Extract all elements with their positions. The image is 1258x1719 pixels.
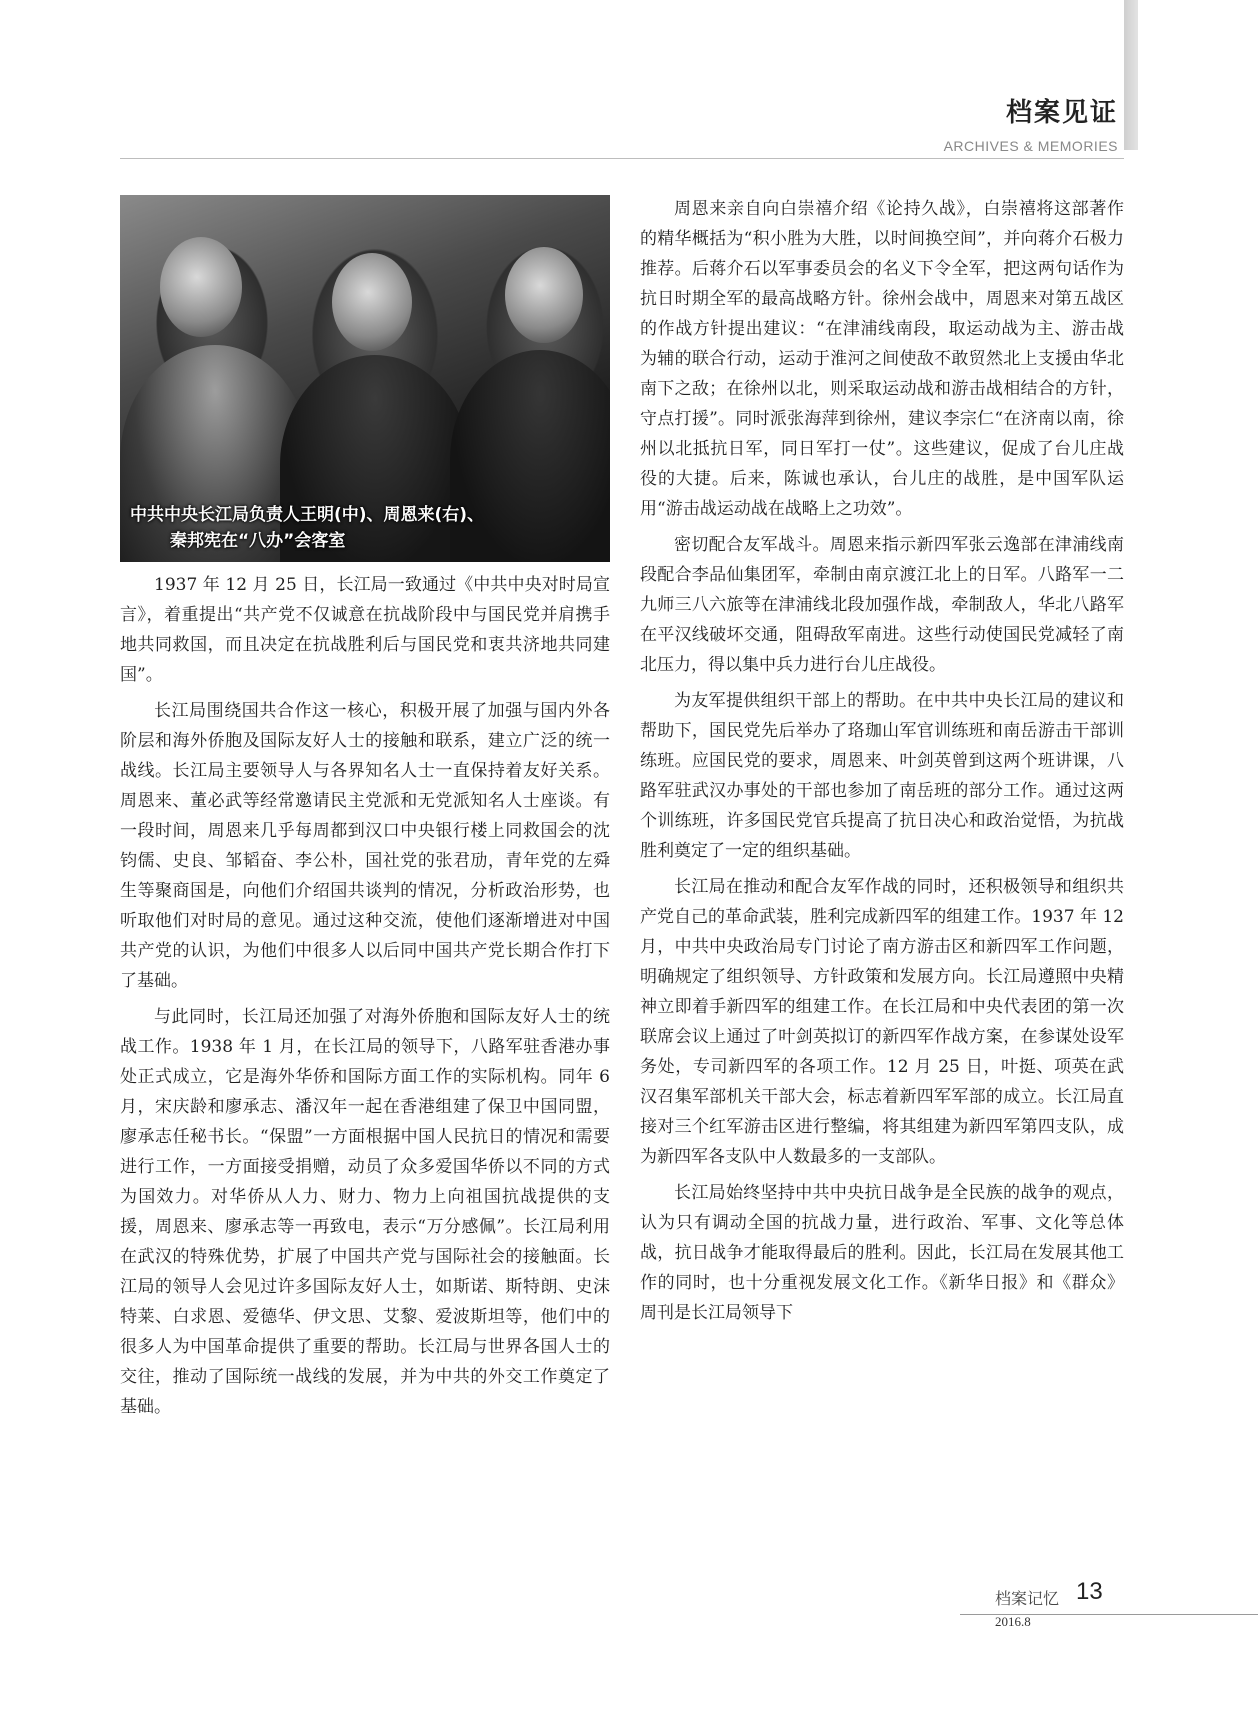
paragraph: 长江局围绕国共合作这一核心，积极开展了加强与国内外各阶层和海外侨胞及国际友好人士的接触和联系，建立广泛的统一战线。长江局主要领导人与各界知名人士一直保持着友好关系。周恩来、董必武等经常邀请民主党派和无党派知名人士座谈。有一段时间，周恩来几乎每周都到汉口中央银行楼上同救国会的沈钧儒、史良、邹韬奋、李公朴，国社党的张君劢，青年党的左舜生等聚商国是，向他们介绍国共谈判的情况，分析政治形势，也听取他们对时局的意见。通过这种交流，使他们逐渐增进对中国共产党的认识，为他们中很多人以后同中国共产党长期合作打下了基础。 (120, 701, 610, 991)
photo-caption-line-1: 中共中央长江局负责人王明(中)、周恩来(右)、 (130, 505, 485, 525)
page-number: 13 (1076, 1578, 1103, 1605)
left-text-column (120, 570, 610, 1428)
header-divider (120, 158, 1124, 159)
right-text-column (640, 194, 1124, 1334)
paragraph: 密切配合友军战斗。周恩来指示新四军张云逸部在津浦线南段配合李品仙集团军，牵制由南京渡江北上的日军。八路军一二九师三八六旅等在津浦线北段加强作战，牵制敌人，华北八路军在平汉线破坏交通，阻碍敌军南进。这些行动使国民党减轻了南北压力，得以集中兵力进行台儿庄战役。 (640, 535, 1124, 675)
paragraph: 长江局始终坚持中共中央抗日战争是全民族的战争的观点，认为只有调动全国的抗战力量，进行政治、军事、文化等总体战，抗日战争才能取得最后的胜利。因此，长江局在发展其他工作的同时，也十分重视发展文化工作。《新华日报》和《群众》周刊是长江局领导下 (640, 1183, 1124, 1323)
journal-name: 档案记忆 (995, 1589, 1060, 1608)
paragraph: 1937 年 12 月 25 日，长江局一致通过《中共中央对时局宣言》，着重提出“共产党不仅诚意在抗战阶段中与国民党并肩携手地共同救国，而且决定在抗战胜利后与国民党和衷共济地共同建国”。 (120, 575, 610, 685)
corner-decoration-bar (1124, 0, 1138, 150)
issue-date: 2016.8 (995, 1614, 1031, 1629)
paragraph: 长江局在推动和配合友军作战的同时，还积极领导和组织共产党自己的革命武装，胜利完成新四军的组建工作。1937 年 12 月，中共中央政治局专门讨论了南方游击区和新四军工作问题，明确规定了组织领导、方针政策和发展方向。长江局遵照中央精神立即着手新四军的组建工作。在长江局和中央代表团的第一次联席会议上通过了叶剑英拟订的新四军作战方案，在参谋处设军务处，专司新四军的各项工作。12 月 25 日，叶挺、项英在武汉召集军部机关干部大会，标志着新四军军部的成立。长江局直接对三个红军游击区进行整编，将其组建为新四军第四支队，成为新四军各支队中人数最多的一支部队。 (640, 877, 1124, 1167)
section-title: 档案见证 (1005, 98, 1118, 128)
photo-head-left (160, 237, 242, 337)
photo-head-right (505, 247, 583, 343)
paragraph: 周恩来亲自向白崇禧介绍《论持久战》，白崇禧将这部著作的精华概括为“积小胜为大胜，以时间换空间”，并向蒋介石极力推荐。后蒋介石以军事委员会的名义下令全军，把这两句话作为抗日时期全军的最高战略方针。徐州会战中，周恩来对第五战区的作战方针提出建议：“在津浦线南段，取运动战为主、游击战为辅的联合行动，运动于淮河之间使敌不敢贸然北上支援由华北南下之敌；在徐州以北，则采取运动战和游击战相结合的方针，守点打援”。同时派张海萍到徐州，建议李宗仁“在济南以南，徐州以北抵抗日军，同日军打一仗”。这些建议，促成了台儿庄战役的大捷。后来，陈诚也承认，台儿庄的战胜，是中国军队运用“游击战运动战在战略上之功效”。 (640, 199, 1124, 519)
paragraph: 为友军提供组织干部上的帮助。在中共中央长江局的建议和帮助下，国民党先后举办了珞珈山军官训练班和南岳游击干部训练班。应国民党的要求，周恩来、叶剑英曾到这两个班讲课，八路军驻武汉办事处的干部也参加了南岳班的部分工作。通过这两个训练班，许多国民党官兵提高了抗日决心和政治觉悟，为抗战胜利奠定了一定的组织基础。 (640, 691, 1124, 861)
photo-head-center (332, 253, 412, 351)
photo-caption-line-2: 秦邦宪在“八办”会客室 (170, 531, 346, 551)
section-subtitle: ARCHIVES & MEMORIES (943, 138, 1118, 154)
historical-photo (120, 195, 610, 562)
photo-caption (130, 502, 600, 554)
paragraph: 与此同时，长江局还加强了对海外侨胞和国际友好人士的统战工作。1938 年 1 月，在长江局的领导下，八路军驻香港办事处正式成立，它是海外华侨和国际方面工作的实际机构。同年 6 月，宋庆龄和廖承志、潘汉年一起在香港组建了保卫中国同盟，廖承志任秘书长。“保盟”一方面根据中国人民抗日的情况和需要进行工作，一方面接受捐赠，动员了众多爱国华侨以不同的方式为国效力。对华侨从人力、财力、物力上向祖国抗战提供的支援，周恩来、廖承志等一再致电，表示“万分感佩”。长江局利用在武汉的特殊优势，扩展了中国共产党与国际社会的接触面。长江局的领导人会见过许多国际友好人士，如斯诺、斯特朗、史沫特莱、白求恩、爱德华、伊文思、艾黎、爱波斯坦等，他们中的很多人为中国革命提供了重要的帮助。长江局与世界各国人士的交往，推动了国际统一战线的发展，并为中共的外交工作奠定了基础。 (120, 1007, 610, 1417)
